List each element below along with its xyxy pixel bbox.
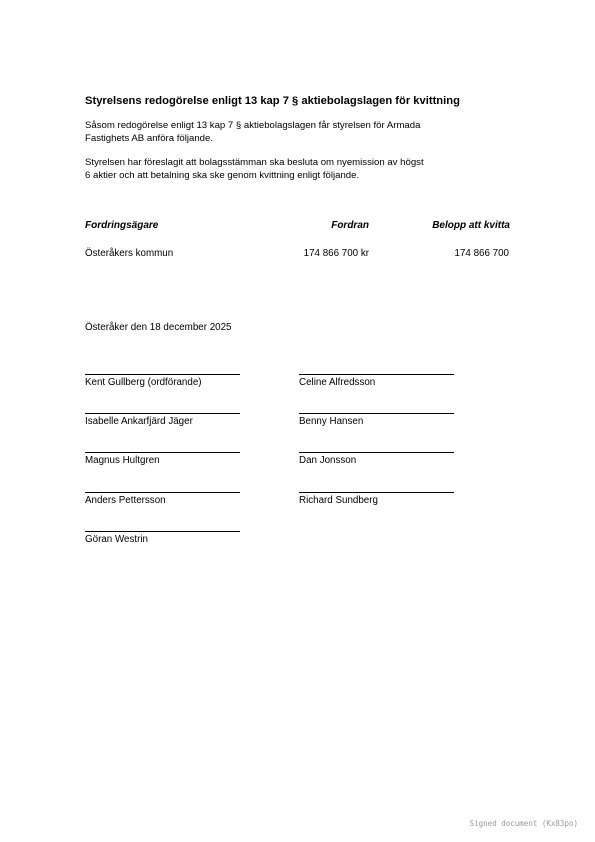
signature-line (85, 492, 240, 493)
proposal-line-2: 6 aktier och att betalning ska ske genom kvittning enligt följande. (85, 169, 360, 181)
header-claim: Fordran (331, 220, 369, 231)
signature-line (85, 413, 240, 414)
signature-1 (85, 374, 240, 389)
signature-6 (299, 452, 454, 467)
signature-line (85, 452, 240, 453)
cell-claim: 174 866 700 kr (303, 248, 369, 259)
header-offset-amount: Belopp att kvitta (432, 220, 510, 231)
intro-line-2: Fastighets AB anföra följande. (85, 132, 213, 144)
signature-8 (299, 492, 454, 507)
signature-line (85, 531, 240, 532)
signatory-name: Kent Gullberg (ordförande) (85, 377, 202, 388)
signature-line (85, 374, 240, 375)
signature-line (299, 452, 454, 453)
signatory-name: Richard Sundberg (299, 495, 378, 506)
signature-4 (299, 413, 454, 428)
signature-9 (85, 531, 240, 546)
signature-3 (85, 413, 240, 428)
header-creditor: Fordringsägare (85, 220, 159, 231)
proposal-paragraph (85, 157, 424, 182)
cell-offset-amount: 174 866 700 (454, 248, 509, 259)
signature-line (299, 492, 454, 493)
signed-document-footer: Signed document (Kx83po) (469, 819, 578, 828)
intro-paragraph (85, 120, 420, 145)
signatory-name: Dan Jonsson (299, 455, 357, 466)
place-and-date: Österåker den 18 december 2025 (85, 322, 232, 333)
signatory-name: Göran Westrin (85, 534, 148, 545)
signature-line (299, 374, 454, 375)
signatory-name: Benny Hansen (299, 416, 364, 427)
signature-2 (299, 374, 454, 389)
signature-line (299, 413, 454, 414)
signatory-name: Celine Alfredsson (299, 377, 376, 388)
signature-7 (85, 492, 240, 507)
proposal-line-1: Styrelsen har föreslagit att bolagsstämman ska besluta om nyemission av högst (85, 157, 424, 168)
intro-line-1: Såsom redogörelse enligt 13 kap 7 § aktiebolagslagen får styrelsen för Armada (85, 120, 421, 131)
document-title: Styrelsens redogörelse enligt 13 kap 7 § aktiebolagslagen för kvittning (85, 95, 460, 107)
signature-5 (85, 452, 240, 467)
signatory-name: Anders Pettersson (85, 495, 166, 506)
signatory-name: Isabelle Ankarfjärd Jäger (85, 416, 193, 427)
signatory-name: Magnus Hultgren (85, 455, 160, 466)
cell-creditor: Österåkers kommun (85, 248, 174, 259)
